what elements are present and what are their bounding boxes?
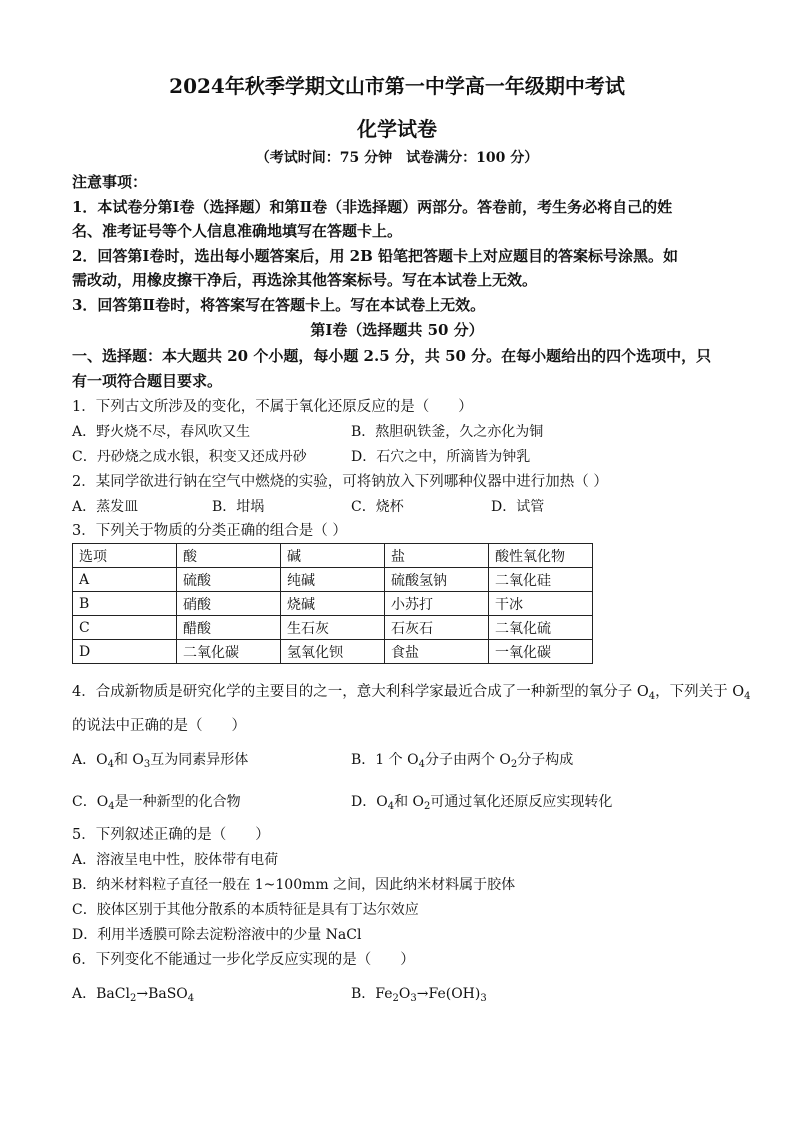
option-text: A．O: [72, 752, 108, 768]
q5-option-b: B．纳米材料粒子直径一般在 1~100mm 之间，因此纳米材料属于胶体: [72, 877, 516, 893]
q1-option-b: B．熬胆矾铁釜，久之亦化为铜: [351, 424, 544, 440]
option-text: 和 O: [394, 794, 425, 810]
subscript: 2: [129, 993, 137, 1004]
formula-text: Fe(OH): [428, 986, 481, 1002]
table-row: [73, 568, 593, 592]
exam-subtitle: 化学试卷: [357, 117, 437, 141]
q2-option-c: C．烧杯: [351, 499, 404, 515]
q5-stem: 5．下列叙述正确的是（ ）: [72, 827, 270, 843]
q2-option-d: D．试管: [491, 499, 545, 515]
table-cell: 硝酸: [177, 592, 281, 616]
option-text: B．1 个 O: [351, 752, 419, 768]
subscript: 2: [392, 993, 399, 1004]
option-text: C．O: [72, 794, 109, 810]
subscript: 4: [108, 801, 115, 812]
q2-option-a: A．蒸发皿: [72, 499, 139, 515]
option-text: 互为同素异形体: [150, 752, 249, 768]
q4-option-d: [351, 792, 612, 817]
q1-option-c: C．丹砂烧之成水银，积变又还成丹砂: [72, 449, 307, 465]
table-cell: 二氧化硅: [489, 568, 593, 592]
table-cell: 小苏打: [385, 592, 489, 616]
q4-stem-text: ，下列关于 O: [655, 684, 745, 700]
q4-stem-text: 4．合成新物质是研究化学的主要目的之一，意大利科学家最近合成了一种新型的氧分子 O: [72, 684, 649, 700]
q4-option-c: [72, 792, 241, 817]
subscript: 4: [744, 691, 751, 702]
q1-option-d: D．石穴之中，所滴皆为钟乳: [351, 449, 531, 465]
table-cell: 醋酸: [177, 616, 281, 640]
q1-stem: 1．下列古文所涉及的变化，不属于氧化还原反应的是（ ）: [72, 399, 473, 415]
option-text: 是一种新型的化合物: [114, 794, 241, 810]
table-cell: 纯碱: [281, 568, 385, 592]
table-cell: 二氧化硫: [489, 616, 593, 640]
table-cell: 二氧化碳: [177, 640, 281, 664]
table-cell: 食盐: [385, 640, 489, 664]
table-cell: D: [73, 640, 177, 664]
table-cell: 硫酸: [177, 568, 281, 592]
q3-stem: 3．下列关于物质的分类正确的组合是（ ）: [72, 523, 347, 539]
q4-stem-b: 的说法中正确的是（ ）: [72, 718, 246, 734]
table-header-row: [73, 544, 593, 568]
option-label: B．: [351, 986, 376, 1002]
table-cell: 一氧化碳: [489, 640, 593, 664]
subscript: 4: [387, 801, 395, 812]
q6-stem: 6．下列变化不能通过一步化学反应实现的是（ ）: [72, 952, 415, 968]
q1-option-a: A．野火烧不尽，春风吹又生: [72, 424, 251, 440]
table-cell: 生石灰: [281, 616, 385, 640]
table-row: [73, 640, 593, 664]
q5-option-c: C．胶体区别于其他分散系的本质特征是具有丁达尔效应: [72, 902, 419, 918]
option-text: D．O: [351, 794, 388, 810]
formula-text: Fe: [375, 986, 393, 1002]
arrow: →: [416, 986, 429, 1002]
q5-option-a: A．溶液呈电中性，胶体带有电荷: [72, 852, 279, 868]
table-cell: B: [73, 592, 177, 616]
note-2b: 需改动，用橡皮擦干净后，再选涂其他答案标号。写在本试卷上无效。: [72, 271, 538, 289]
table-header: 碱: [281, 544, 385, 568]
table-row: [73, 592, 593, 616]
formula-text: BaSO: [148, 986, 188, 1002]
exam-info: （考试时间：75 分钟 试卷满分：100 分）: [255, 150, 539, 166]
q2-option-b: B．坩埚: [212, 499, 265, 515]
option-text: 分子构成: [517, 752, 574, 768]
subscript: 2: [510, 759, 518, 770]
subscript: 2: [424, 801, 431, 812]
subscript: 4: [107, 759, 114, 770]
note-2a: 2．回答第Ⅰ卷时，选出每小题答案后，用 2B 铅笔把答题卡上对应题目的答案标号涂黑。如: [72, 247, 679, 265]
section-heading: 第Ⅰ卷（选择题共 50 分）: [310, 321, 484, 339]
q4-stem-a: [72, 682, 751, 707]
classification-table: [72, 543, 593, 664]
table-cell: 氢氧化钡: [281, 640, 385, 664]
subscript: 4: [187, 993, 195, 1004]
section-intro-b: 有一项符合题目要求。: [72, 372, 223, 390]
subscript: 3: [410, 993, 417, 1004]
subscript: 4: [418, 759, 425, 770]
table-header: 选项: [73, 544, 177, 568]
exam-title: 2024年秋季学期文山市第一中学高一年级期中考试: [169, 74, 625, 98]
table-header: 酸: [177, 544, 281, 568]
formula-text: O: [398, 986, 411, 1002]
table-row: [73, 616, 593, 640]
note-3: 3．回答第Ⅱ卷时，将答案写在答题卡上。写在本试卷上无效。: [72, 296, 486, 314]
option-label: A．: [72, 986, 97, 1002]
arrow: →: [136, 986, 149, 1002]
table-cell: 烧碱: [281, 592, 385, 616]
q4-option-a: [72, 750, 248, 775]
table-cell: A: [73, 568, 177, 592]
subscript: 3: [143, 759, 151, 770]
option-text: 可通过氧化还原反应实现转化: [430, 794, 613, 810]
formula-text: BaCl: [96, 986, 130, 1002]
table-cell: 石灰石: [385, 616, 489, 640]
option-text: 分子由两个 O: [424, 752, 511, 768]
q6-option-a: [72, 984, 194, 1009]
notes-heading: 注意事项：: [72, 173, 148, 191]
subscript: 4: [648, 691, 656, 702]
section-intro-a: 一、选择题：本大题共 20 个小题，每小题 2.5 分，共 50 分。在每小题给出的四个选项中，只: [72, 347, 712, 365]
table-cell: 干冰: [489, 592, 593, 616]
table-header: 酸性氧化物: [489, 544, 593, 568]
table-cell: C: [73, 616, 177, 640]
q5-option-d: D．利用半透膜可除去淀粉溶液中的少量 NaCl: [72, 927, 362, 943]
table-header: 盐: [385, 544, 489, 568]
note-1b: 名、准考证号等个人信息准确地填写在答题卡上。: [72, 222, 403, 240]
q6-option-b: [351, 984, 487, 1009]
option-text: 和 O: [113, 752, 144, 768]
subscript: 3: [480, 993, 487, 1004]
table-cell: 硫酸氢钠: [385, 568, 489, 592]
note-1a: 1．本试卷分第Ⅰ卷（选择题）和第Ⅱ卷（非选择题）两部分。答卷前，考生务必将自己的姓: [72, 198, 673, 216]
q4-option-b: [351, 750, 573, 775]
q2-stem: 2．某同学欲进行钠在空气中燃烧的实验，可将钠放入下列哪种仪器中进行加热（ ）: [72, 474, 608, 490]
